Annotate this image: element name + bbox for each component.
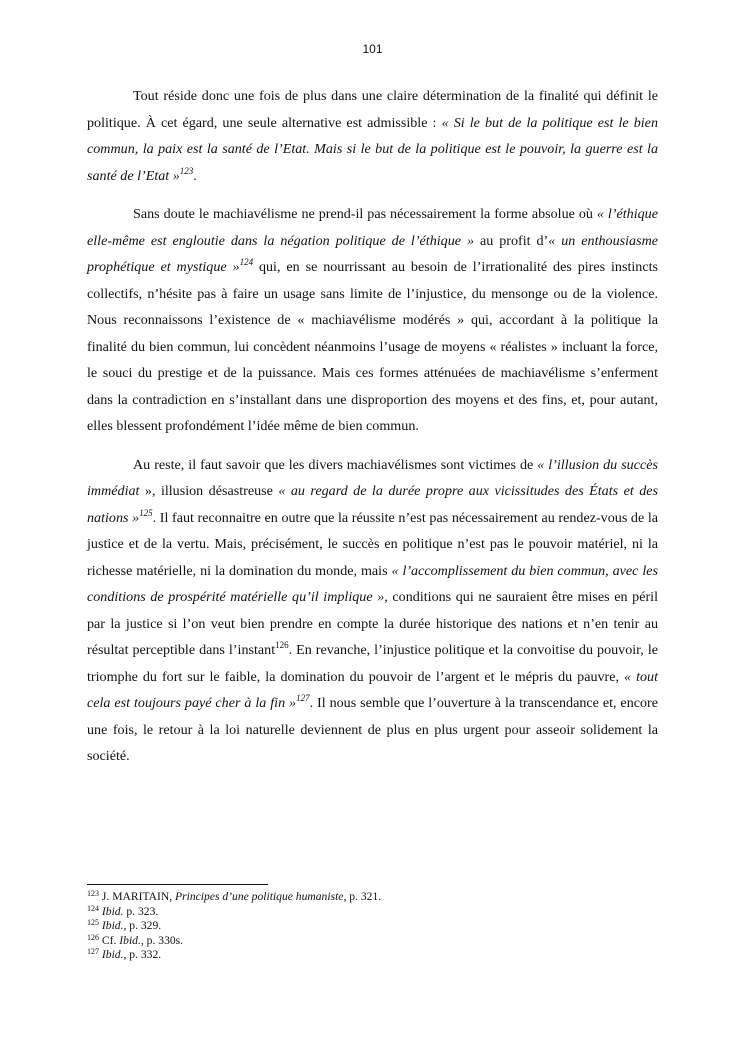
page-number: 101 xyxy=(362,42,383,56)
quotation-text: « au regard de la durée propre aux vicissitudes des États et des nations » xyxy=(87,483,658,526)
text-run: , conditions qui ne sauraient être mises en péril par la justice si l’on veut bien prendre en compte la durée historique des nations et n’en tenir au résultat perceptible dans l’instant xyxy=(87,589,658,658)
quotation-text: « l’illusion du succès immédiat xyxy=(87,456,658,499)
quotation-text: « un enthousiasme prophétique et mystique » xyxy=(87,232,658,275)
quotation-text: « l’accomplissement du bien commun, avec les conditions de prospérité matérielle qu’il implique » xyxy=(87,562,658,605)
footnote-number: 125 xyxy=(87,918,99,928)
footnote xyxy=(87,919,658,934)
text-run: p. 329. xyxy=(126,919,162,933)
footnote xyxy=(87,934,658,949)
footnotes xyxy=(87,890,658,963)
quotation-text: Principes d’une politique humaniste, xyxy=(175,890,347,903)
text-run: », illusion désastreuse xyxy=(139,483,279,499)
footnote xyxy=(87,890,658,905)
quotation-text: « tout cela est toujours payé cher à la fin » xyxy=(87,668,658,711)
text-run: . Il nous semble que l’ouverture à la transcendance et, encore une fois, le retour à la loi naturelle deviennent de plus en plus urgent pour asseoir solidement la société. xyxy=(87,695,658,764)
quotation-text: Ibid., xyxy=(101,948,127,962)
text-run: J. MARITAIN, xyxy=(99,890,176,903)
text-run: . Il faut reconnaitre en outre que la réussite n’est pas nécessairement au rendez-vous de la justice et de la vertu. Mais, précisément, le succès en politique n’est pas le pouvoir matériel, ni la richesse matérielle, ni la domination du monde, mais xyxy=(87,509,658,579)
footnote-number: 124 xyxy=(87,903,99,913)
text-run: p. 321. xyxy=(346,890,382,903)
paragraph xyxy=(87,83,658,189)
quotation-text: Ibid. xyxy=(101,904,124,918)
footnote-ref: 125 xyxy=(139,507,153,518)
text-run: p. 332. xyxy=(126,948,162,962)
paragraph xyxy=(87,201,658,440)
text-run: Sans doute le machiavélisme ne prend-il pas nécessairement la forme absolue où xyxy=(133,206,597,222)
footnote-ref: 126 xyxy=(275,640,289,650)
text-run: . xyxy=(193,167,197,184)
text-run: p. 323. xyxy=(123,904,159,918)
text-run: Au reste, il faut savoir que les divers machiavélismes sont victimes de xyxy=(133,456,538,473)
text-run: au profit d’ xyxy=(474,232,549,249)
quotation-text: Ibid., xyxy=(101,919,127,933)
footnote-number: 123 xyxy=(87,889,99,898)
text-run: . En revanche, l’injustice politique et la convoitise du pouvoir, le triomphe du fort sur le faible, la domination du pouvoir de l’argent et le mépris du pauvre, xyxy=(87,642,658,685)
footnote-ref: 123 xyxy=(179,165,194,176)
paragraph xyxy=(87,452,658,770)
footnote-ref: 124 xyxy=(239,257,254,267)
text-run: qui, en se nourrissant au besoin de l’irrationalité des pires instincts collectifs, n’hésite pas à faire un usage sans limite de l’injustice, du mensonge ou de la violence. Nous reconnaissons l’existence de « machiavélisme modérés » qui, accordant à la politique la finalité du bien commun, lui concèdent néanmoins l’usage de moyens « réalistes » incluant la force, le souci du prestige et de la puissance. Mais ces formes atténuées de machiavélisme s’enferment dans la contradiction en s’installant dans une disproportion des moyens et des fins, et, pour autant, elles blessent profondément l’idée même de bien commun. xyxy=(87,259,658,434)
quotation-text: « l’éthique elle-même est engloutie dans la négation politique de l’éthique » xyxy=(87,206,658,249)
quotation-text: Ibid., xyxy=(119,933,144,947)
footnote-separator xyxy=(87,884,268,885)
quotation-text: « Si le but de la politique est le bien commun, la paix est la santé de l’Etat. Mais si le but de la politique est le pouvoir, la guerre est la santé de l’Etat » xyxy=(87,114,658,184)
footnote xyxy=(87,948,658,963)
text-run: Cf. xyxy=(99,933,120,947)
footnote-number: 126 xyxy=(87,932,99,942)
text-run: Tout réside donc une fois de plus dans une claire détermination de la finalité qui définit le politique. À cet égard, une seule alternative est admissible : xyxy=(87,88,658,131)
footnote xyxy=(87,905,658,920)
body-text xyxy=(87,83,658,782)
footnote-ref: 127 xyxy=(296,693,310,703)
text-run: p. 330s. xyxy=(143,933,184,947)
footnote-number: 127 xyxy=(87,947,99,957)
